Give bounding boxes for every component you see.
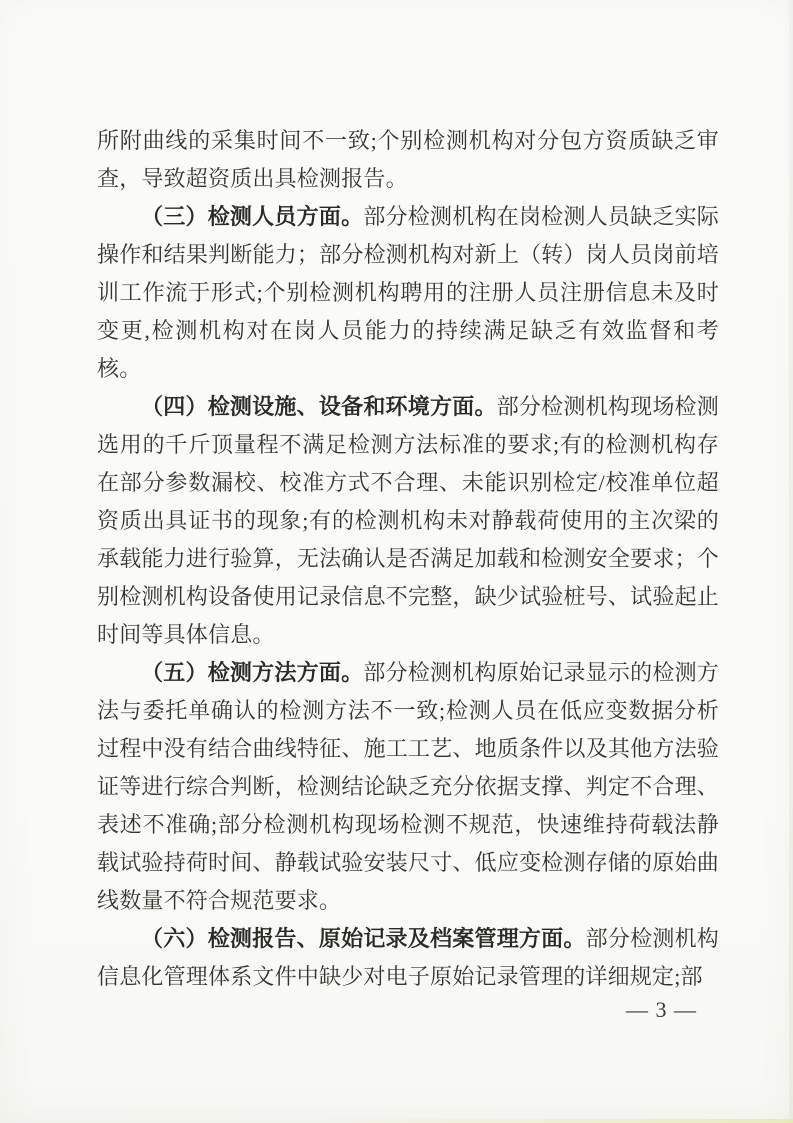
paragraph-text: 部分检测机构在岗检测人员缺乏实际操作和结果判断能力；部分检测机构对新上（转）岗人员岗前培训工作流于形式;个别检测机构聘用的注册人员注册信息未及时变更,检测机构对在岗人员能力的持续满足缺乏有效监督和考核。 xyxy=(97,204,719,381)
paragraph-continuation xyxy=(97,122,719,198)
paragraph-section-3 xyxy=(97,198,719,388)
paragraph-text: 部分检测机构信息化管理体系文件中缺少对电子原始记录管理的详细规定;部 xyxy=(97,926,719,989)
section-5-heading: （五）检测方法方面。 xyxy=(141,660,364,685)
section-6-heading: （六）检测报告、原始记录及档案管理方面。 xyxy=(141,926,586,951)
paragraph-text: 部分检测机构现场检测选用的千斤顶量程不满足检测方法标准的要求;有的检测机构存在部分参数漏校、校准方式不合理、未能识别检定/校准单位超资质出具证书的现象;有的检测机构未对静载荷使用的主次梁的承载能力进行验算，无法确认是否满足加载和检测安全要求；个别检测机构设备使用记录信息不完整，缺少试验桩号、试验起止时间等具体信息。 xyxy=(97,394,719,647)
section-3-heading: （三）检测人员方面。 xyxy=(141,204,364,229)
paragraph-section-5 xyxy=(97,654,719,920)
section-4-heading: （四）检测设施、设备和环境方面。 xyxy=(141,394,497,419)
document-body xyxy=(97,122,719,996)
paragraph-text: 部分检测机构原始记录显示的检测方法与委托单确认的检测方法不一致;检测人员在低应变数据分析过程中没有结合曲线特征、施工工艺、地质条件以及其他方法验证等进行综合判断，检测结论缺乏充分依据支撑、判定不合理、表述不准确;部分检测机构现场检测不规范，快速维持荷载法静载试验持荷时间、静载试验安装尺寸、低应变检测存储的原始曲线数量不符合规范要求。 xyxy=(97,660,719,913)
scan-edge-bottom xyxy=(317,1119,793,1123)
paragraph-section-6 xyxy=(97,920,719,996)
paragraph-text: 所附曲线的采集时间不一致;个别检测机构对分包方资质缺乏审查，导致超资质出具检测报告。 xyxy=(97,128,719,191)
scan-edge-right xyxy=(789,0,793,1123)
page-number: — 3 — xyxy=(626,997,697,1022)
paragraph-section-4 xyxy=(97,388,719,654)
